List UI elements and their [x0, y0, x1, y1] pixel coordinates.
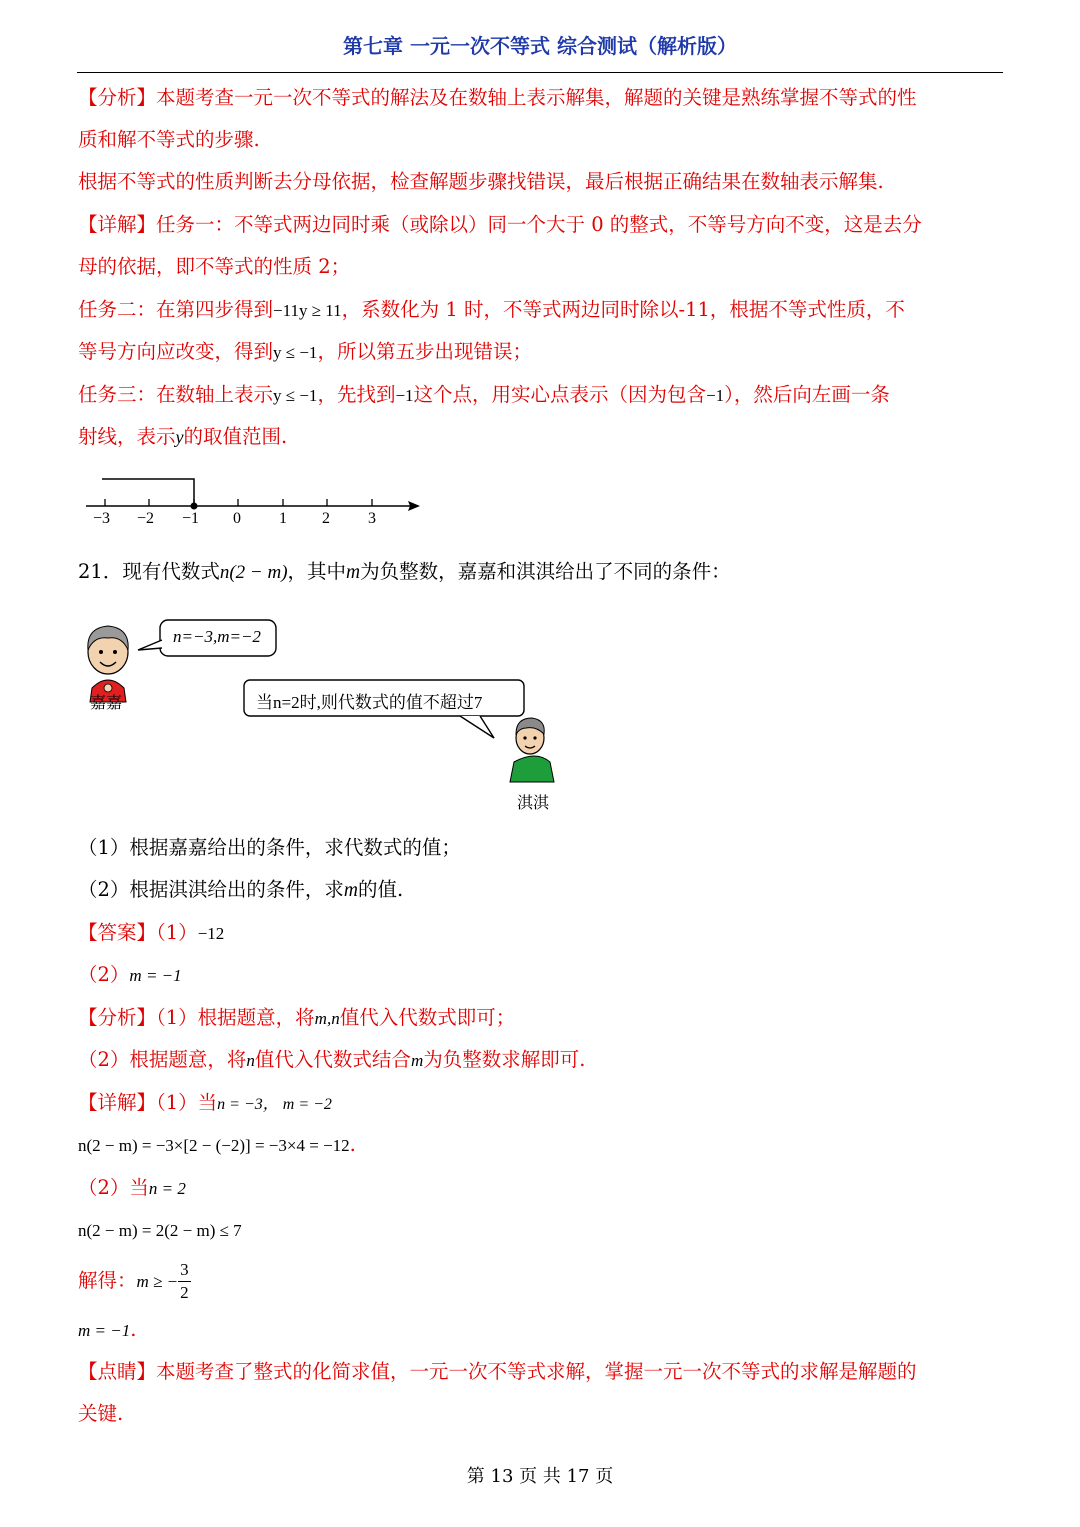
text: ，系数化为 1 时，不等式两边同时除以-11，根据不等式性质，不: [341, 298, 905, 321]
math-expr: n = −3， m = −2: [217, 1096, 332, 1113]
numerator: 3: [178, 1259, 191, 1282]
answer-line2: [78, 961, 182, 990]
q21-part1: （1）根据嘉嘉给出的条件，求代数式的值；: [78, 836, 461, 859]
math-expr: n(2 − m) = 2(2 − m) ≤ 7: [78, 1221, 242, 1240]
text: 等号方向应改变，得到: [78, 340, 274, 363]
math-expr: −11y ≥ 11: [273, 301, 342, 320]
text: 任务二：在第四步得到: [78, 298, 274, 321]
tick-label: 0: [233, 510, 241, 527]
text: ，先找到: [317, 383, 396, 406]
detail20-task2-line1: [78, 296, 905, 325]
tick-label: 3: [368, 510, 376, 527]
text: 值代入代数式结合: [254, 1048, 411, 1071]
math-expr: y ≤ −1: [273, 386, 318, 405]
math-expr: m: [346, 562, 361, 583]
text: .: [130, 1318, 137, 1341]
math-expr: n(2 − m): [219, 562, 288, 583]
detail21-line6: [78, 1316, 136, 1345]
qiqi-name: 淇淇: [517, 793, 550, 812]
text: 21．现有代数式: [78, 560, 220, 583]
text: ，其中: [287, 560, 347, 583]
math-expr: m: [343, 880, 359, 901]
text: 值代入代数式即可；: [339, 1006, 516, 1029]
fraction: [178, 1259, 191, 1304]
comment-line1: 【点睛】本题考查了整式的化简求值，一元一次不等式求解，掌握一元一次不等式的求解是解题的: [78, 1360, 917, 1383]
detail20-line1: 【详解】任务一：不等式两边同时乘（或除以）同一个大于 0 的整式，不等号方向不变，这是去分: [78, 213, 922, 236]
math-expr: n(2 − m) = −3×[2 − (−2)] = −3×4 = −12: [78, 1136, 350, 1155]
header-divider: [77, 72, 1003, 73]
detail21-line1: [78, 1089, 332, 1119]
analysis20-line3: 根据不等式的性质判断去分母依据，检查解题步骤找错误，最后根据正确结果在数轴表示解集.: [78, 170, 884, 193]
math-expr: n = 2: [148, 1179, 186, 1198]
detail21-line5: [78, 1258, 191, 1305]
text: 这个点，用实心点表示（因为包含: [413, 383, 707, 406]
text: 任务三：在数轴上表示: [78, 383, 274, 406]
detail20-task3-line2: [78, 423, 287, 451]
detail20-task3-line1: [78, 381, 890, 410]
math-expr: m ≥ −: [136, 1272, 179, 1291]
page-number: 第 13 页 共 17 页: [466, 1466, 614, 1487]
answer-label: 【答案】: [78, 921, 157, 944]
analysis20-line2: 质和解不等式的步骤.: [78, 128, 260, 151]
math-expr: m,n: [314, 1009, 340, 1028]
math-expr: y ≤ −1: [273, 343, 318, 362]
tick-label: 2: [322, 510, 330, 527]
math-expr: −1: [395, 386, 414, 405]
text: （2）根据题意，将: [78, 1048, 247, 1071]
page-header: 第七章 一元一次不等式 综合测试（解析版）: [343, 34, 737, 58]
math-expr: −12: [197, 924, 225, 943]
comment-line2: 关键.: [78, 1402, 124, 1425]
text: （2）根据淇淇给出的条件，求: [78, 878, 344, 901]
solid-point: [191, 503, 198, 510]
jiajia-bubble-text: [173, 627, 261, 647]
detail21-line2: [78, 1131, 356, 1160]
jiajia-name: 嘉嘉: [90, 693, 123, 712]
tick-label: −1: [182, 510, 200, 527]
text: （2）当: [78, 1176, 149, 1199]
detail21-line3: [78, 1174, 186, 1203]
analysis21-line1: [78, 1004, 515, 1033]
bubble-text: n=−3,m=−2: [173, 627, 261, 646]
detail20-task2-line2: [78, 338, 532, 367]
math-expr: m = −1: [129, 966, 182, 985]
text: ），然后向左画一条: [724, 383, 890, 406]
answer-line1: [78, 919, 224, 948]
tick-label: −3: [93, 510, 111, 527]
q21-stem: [78, 558, 731, 587]
math-expr: m: [410, 1051, 424, 1070]
text: （1）: [156, 921, 198, 944]
text: 【分析】（1）根据题意，将: [78, 1006, 315, 1029]
detail20-line2: 母的依据，即不等式的性质 2；: [78, 255, 351, 278]
text: 的值.: [358, 878, 404, 901]
tick-label: 1: [279, 510, 287, 527]
detail21-line4: [78, 1216, 242, 1245]
number-line-figure: [80, 470, 430, 540]
text: .: [349, 1133, 356, 1156]
qiqi-figure-icon: [510, 718, 554, 782]
math-expr: n: [246, 1051, 255, 1070]
solution-ray: [102, 479, 194, 506]
math-expr: y: [175, 427, 184, 447]
analysis20-line1: 【分析】本题考查一元一次不等式的解法及在数轴上表示解集，解题的关键是熟练掌握不等式的性: [78, 86, 917, 109]
qiqi-bubble-text: 当n=2时,则代数式的值不超过7: [256, 693, 483, 712]
analysis21-line2: [78, 1046, 585, 1075]
text: ，所以第五步出现错误；: [317, 340, 532, 363]
text: 的取值范围.: [183, 425, 288, 448]
q21-part2: [78, 876, 403, 905]
math-expr: −1: [706, 386, 725, 405]
denominator: 2: [180, 1283, 189, 1302]
text: 射线，表示: [78, 425, 176, 448]
math-expr: m = −1: [78, 1321, 131, 1340]
text: 为负整数求解即可.: [423, 1048, 586, 1071]
text: 【详解】（1）当: [78, 1091, 218, 1114]
text: 为负整数，嘉嘉和淇淇给出了不同的条件：: [360, 560, 731, 583]
text: （2）: [78, 963, 130, 986]
tick-label: −2: [137, 510, 155, 527]
text: 解得：: [78, 1269, 137, 1292]
